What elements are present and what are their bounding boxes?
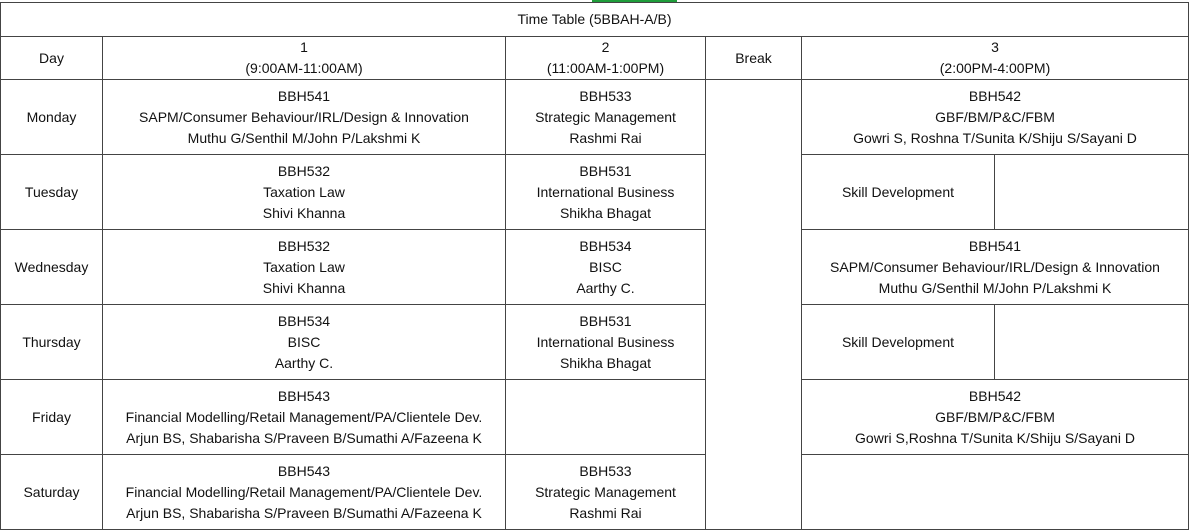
- header-slot-3: 3 (2:00PM-4:00PM): [802, 37, 1189, 80]
- day-cell: Monday: [1, 80, 103, 155]
- class-cell: BBH543 Financial Modelling/Retail Management/PA/Clientele Dev. Arjun BS, Shabarisha S/Praveen B/Sumathi A/Fazeena K: [103, 455, 506, 530]
- empty-cell: [506, 380, 706, 455]
- skill-development-cell: Skill Development: [802, 155, 995, 230]
- header-day: Day: [1, 37, 103, 80]
- class-cell: BBH534 BISC Aarthy C.: [506, 230, 706, 305]
- class-cell: BBH531 International Business Shikha Bhagat: [506, 305, 706, 380]
- header-slot-2: 2 (11:00AM-1:00PM): [506, 37, 706, 80]
- class-cell: BBH533 Strategic Management Rashmi Rai: [506, 455, 706, 530]
- timetable: [0, 2, 1189, 530]
- day-cell: Saturday: [1, 455, 103, 530]
- class-cell: BBH541 SAPM/Consumer Behaviour/IRL/Design & Innovation Muthu G/Senthil M/John P/Lakshmi K: [103, 80, 506, 155]
- class-cell: BBH542 GBF/BM/P&C/FBM Gowri S,Roshna T/Sunita K/Shiju S/Sayani D: [802, 380, 1189, 455]
- class-cell: BBH534 BISC Aarthy C.: [103, 305, 506, 380]
- class-cell: BBH541 SAPM/Consumer Behaviour/IRL/Design & Innovation Muthu G/Senthil M/John P/Lakshmi K: [802, 230, 1189, 305]
- class-cell: BBH532 Taxation Law Shivi Khanna: [103, 230, 506, 305]
- class-cell: BBH531 International Business Shikha Bhagat: [506, 155, 706, 230]
- day-cell: Wednesday: [1, 230, 103, 305]
- break-column: [706, 80, 802, 530]
- empty-cell: [995, 155, 1189, 230]
- empty-cell: [995, 305, 1189, 380]
- header-slot-1: 1 (9:00AM-11:00AM): [103, 37, 506, 80]
- day-cell: Thursday: [1, 305, 103, 380]
- empty-cell: [802, 455, 1189, 530]
- class-cell: BBH533 Strategic Management Rashmi Rai: [506, 80, 706, 155]
- class-cell: BBH543 Financial Modelling/Retail Management/PA/Clientele Dev. Arjun BS, Shabarisha S/Praveen B/Sumathi A/Fazeena K: [103, 380, 506, 455]
- class-cell: BBH532 Taxation Law Shivi Khanna: [103, 155, 506, 230]
- header-break: Break: [706, 37, 802, 80]
- page-title: Time Table (5BBAH-A/B): [1, 3, 1189, 37]
- day-cell: Friday: [1, 380, 103, 455]
- day-cell: Tuesday: [1, 155, 103, 230]
- class-cell: BBH542 GBF/BM/P&C/FBM Gowri S, Roshna T/Sunita K/Shiju S/Sayani D: [802, 80, 1189, 155]
- skill-development-cell: Skill Development: [802, 305, 995, 380]
